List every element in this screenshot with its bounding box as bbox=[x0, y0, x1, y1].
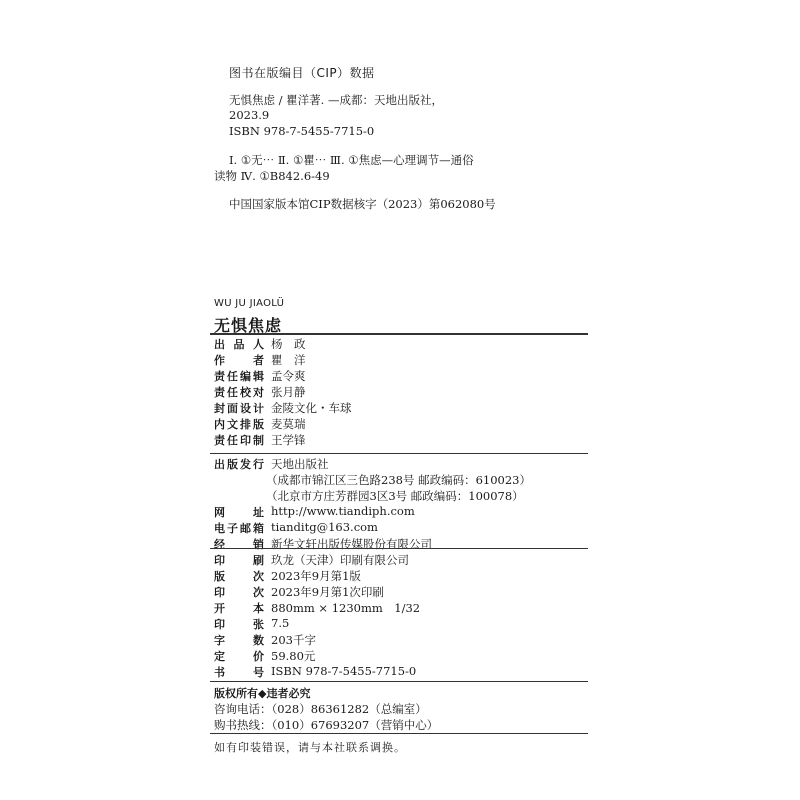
printing-label: 字数 bbox=[214, 634, 264, 647]
divider bbox=[210, 453, 588, 454]
website-link[interactable]: http://www.tiandiph.com bbox=[271, 504, 415, 518]
cip-heading: 图书在版编目（CIP）数据 bbox=[229, 66, 375, 80]
printing-value: 2023年9月第1版 bbox=[271, 569, 361, 583]
credit-label: 出品人 bbox=[214, 338, 264, 351]
email-link[interactable]: tianditg@163.com bbox=[271, 520, 378, 534]
divider bbox=[210, 548, 588, 549]
website-label: 网址 bbox=[214, 506, 264, 519]
credit-value: 孟令爽 bbox=[271, 369, 306, 383]
misprint-notice: 如有印装错误，请与本社联系调换。 bbox=[214, 741, 406, 754]
printing-value: 7.5 bbox=[271, 616, 290, 630]
printing-value: 2023年9月第1次印刷 bbox=[271, 585, 384, 599]
purchase-phone: 购书热线：（010）67693207（营销中心） bbox=[214, 718, 439, 732]
cip-line: 无惧焦虑 / 瞿洋著. —成都：天地出版社， bbox=[229, 93, 443, 107]
cip-line: ISBN 978-7-5455-7715-0 bbox=[229, 124, 375, 138]
credit-value: 瞿 洋 bbox=[271, 353, 306, 367]
printing-value: 203千字 bbox=[271, 633, 316, 647]
divider bbox=[210, 681, 588, 682]
publisher-label: 出版发行 bbox=[214, 458, 264, 471]
credit-value: 王学锋 bbox=[271, 433, 306, 447]
distributor-label: 经销 bbox=[214, 538, 264, 551]
credit-label: 封面设计 bbox=[214, 402, 264, 415]
printing-label: 印次 bbox=[214, 586, 264, 599]
printing-value: 880mm × 1230mm 1/32 bbox=[271, 601, 421, 615]
publisher-name: 天地出版社 bbox=[271, 457, 329, 471]
printing-label: 定价 bbox=[214, 650, 264, 663]
credit-value: 金陵文化・车球 bbox=[271, 401, 352, 415]
divider bbox=[210, 733, 588, 734]
credit-label: 作者 bbox=[214, 354, 264, 367]
printing-label: 印张 bbox=[214, 618, 264, 631]
credit-label: 责任校对 bbox=[214, 386, 264, 399]
cip-line: 读物 Ⅳ. ①B842.6-49 bbox=[214, 169, 330, 183]
consult-phone: 咨询电话：（028）86361282（总编室） bbox=[214, 702, 427, 716]
printing-label: 印刷 bbox=[214, 554, 264, 567]
divider bbox=[210, 333, 588, 335]
isbn-value: ISBN 978-7-5455-7715-0 bbox=[271, 664, 417, 678]
credit-value: 张月静 bbox=[271, 385, 306, 399]
publisher-address: （成都市锦江区三色路238号 邮政编码：610023） bbox=[266, 473, 532, 487]
printing-label: 开本 bbox=[214, 602, 264, 615]
printing-value: 玖龙（天津）印刷有限公司 bbox=[271, 553, 409, 567]
book-title: 无惧焦虑 bbox=[214, 316, 283, 335]
cip-line: Ⅰ. ①无⋯ Ⅱ. ①瞿⋯ Ⅲ. ①焦虑—心理调节—通俗 bbox=[229, 153, 474, 167]
email-label: 电子邮箱 bbox=[214, 522, 264, 535]
credit-label: 责任编辑 bbox=[214, 370, 264, 383]
printing-label: 版次 bbox=[214, 570, 264, 583]
credit-label: 内文排版 bbox=[214, 418, 264, 431]
cip-line: 2023.9 bbox=[229, 108, 270, 122]
credit-label: 责任印制 bbox=[214, 434, 264, 447]
publisher-address: （北京市方庄芳群园3区3号 邮政编码：100078） bbox=[266, 489, 524, 503]
credit-value: 麦莫瑞 bbox=[271, 417, 306, 431]
printing-label: 书号 bbox=[214, 666, 264, 679]
credit-value: 杨 政 bbox=[271, 337, 306, 351]
cip-number: 中国国家版本馆CIP数据核字（2023）第062080号 bbox=[229, 197, 496, 211]
printing-value: 59.80元 bbox=[271, 649, 316, 663]
rights-notice: 版权所有◆违者必究 bbox=[214, 687, 311, 700]
book-title-pinyin: WU JU JIAOLÜ bbox=[214, 298, 285, 309]
distributor-value: 新华文轩出版传媒股份有限公司 bbox=[271, 537, 432, 551]
